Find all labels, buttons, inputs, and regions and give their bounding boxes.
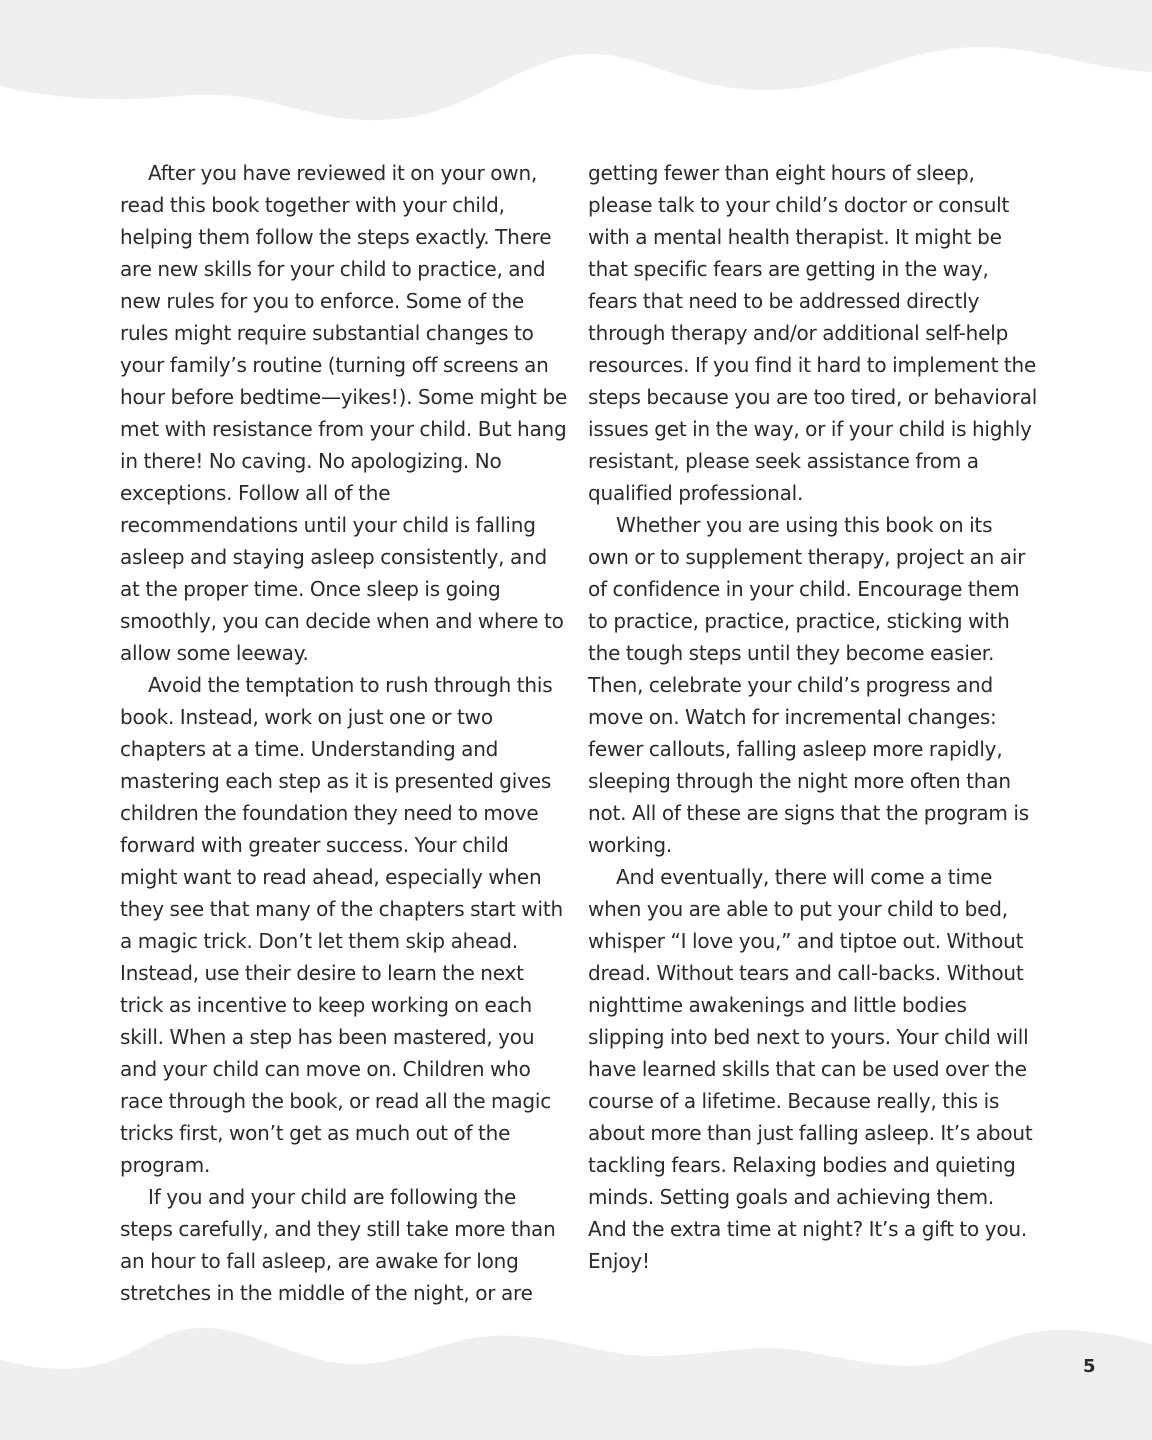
left-paragraph-3: If you and your child are following the steps carefully, and they still take more than an hour to fall asleep, are awake for long stretches in the middle of the night, or are <box>120 1185 556 1305</box>
right-paragraph-continuation: getting fewer than eight hours of sleep, please talk to your child’s doctor or consult with a mental health therapist. It might be that specific fears are getting in the way, fears that need to be addressed directly through therapy and/or additional self-help resources. If you find it hard to implement the steps because you are too tired, or behavioral issues get in the way, or if your child is highly resistant, please seek assistance from a qualified professional. <box>588 161 1038 505</box>
right-paragraph-2: And eventually, there will come a time when you are able to put your child to bed, whisper “I love you,” and tiptoe out. Without dread. Without tears and call-backs. Without nighttime awakenings and little bodies slipping into bed next to yours. Your child will have learned skills that can be used over the course of a lifetime. Because really, this is about more than just falling asleep. It’s about tackling fears. Relaxing bodies and quieting minds. Setting goals and achieving them. And the extra time at night? It’s a gift to you. Enjoy! <box>588 865 1033 1273</box>
left-text-column <box>120 157 570 1309</box>
left-paragraph-1: After you have reviewed it on your own, read this book together with your child, helping them follow the steps exactly. There are new skills for your child to practice, and new rules for you to enforce. Some of the rules might require substantial changes to your family’s routine (turning off screens an hour before bedtime—yikes!). Some might be met with resistance from your child. But hang in there! No caving. No apologizing. No exceptions. Follow all of the recommendations until your child is falling asleep and staying asleep consistently, and at the proper time. Once sleep is going smoothly, you can decide when and where to allow some leeway. <box>120 161 568 665</box>
page-number: 5 <box>1083 1356 1096 1377</box>
top-wave-decoration <box>0 0 1152 150</box>
bottom-wave-decoration <box>0 1300 1152 1440</box>
left-paragraph-2: Avoid the temptation to rush through this book. Instead, work on just one or two chapters at a time. Understanding and mastering each step as it is presented gives children the foundation they need to move forward with greater success. Your child might want to read ahead, especially when they see that many of the chapters start with a magic trick. Don’t let them skip ahead. Instead, use their desire to learn the next trick as incentive to keep working on each skill. When a step has been mastered, you and your child can move on. Children who race through the book, or read all the magic tricks first, won’t get as much out of the program. <box>120 673 563 1177</box>
right-text-column <box>588 157 1038 1277</box>
right-paragraph-1: Whether you are using this book on its own or to supplement therapy, project an air of confidence in your child. Encourage them to practice, practice, practice, sticking with the tough steps until they become easier. Then, celebrate your child’s progress and move on. Watch for incremental changes: fewer callouts, falling asleep more rapidly, sleeping through the night more often than not. All of these are signs that the program is working. <box>588 513 1029 857</box>
